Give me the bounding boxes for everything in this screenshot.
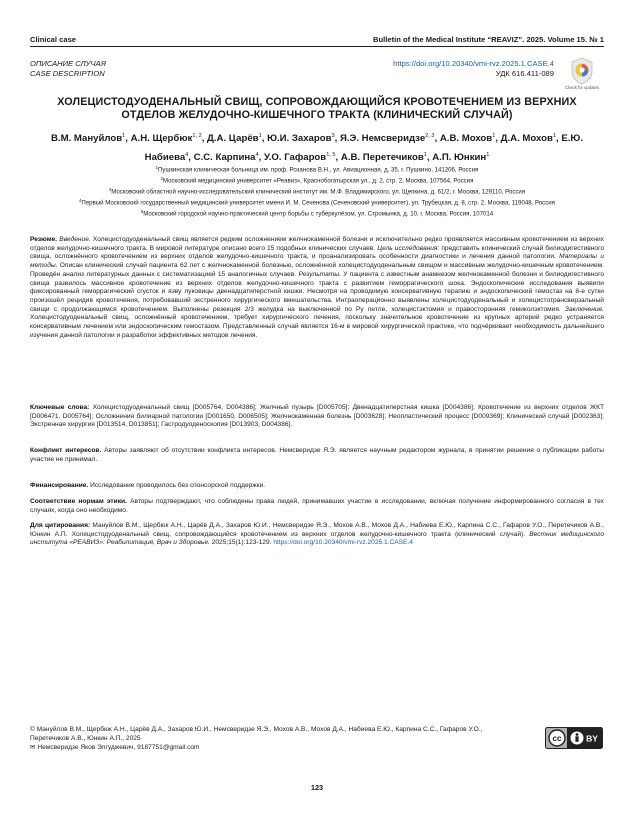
conclusion-label: Заключение. [564,305,604,313]
affiliation-text: Московский медицинский университет «Реавиз», Краснобогатырская ул., д. 2, стр. 2, Москва, 107564, Россия [162,177,474,185]
citation-text: Мануйлов В.М., Щербюк А.Н., Царёв Д.А., Захаров Ю.И., Немсверидзе Я.Э., Мохов А.В., Мохов Д.А., Набиева Е.Ю., Карпина С.С., Гафаров У.О., Перетечиков А.В., Юнкин А.П. Холецистодуоденальный свищ, сопровождающийся кровотечением из верхних отделов желудочно-кишечного тракта (клинический случай). [30,522,604,538]
author-name: А.П. Юнкин [432,152,487,163]
abstract-label: Резюме. [30,236,58,243]
keywords-text: Холецистодуоденальный свищ [D005764, D004386]; Желчный пузырь [D005705]; Двенадцатиперстная кишка [D004386]; Кровотечение из верхних отделов ЖКТ [D006471, D005764]; Осложнения билиарной патологии [D001650, D006505]; Желчнокаменная болезнь [D003628]; Неопластический процесс [D009369]; Клинический случай [D002363]; Экстренная хирургия [D013514, D013851]; Гастродуоденоскопия [D013903, D004386]. [30,404,604,429]
ethics-statement [30,498,604,515]
affiliation-mark: 2 [160,176,163,182]
author-separator: , [188,152,194,163]
article-identifiers [393,59,554,79]
cc-text: cc [552,734,562,743]
conclusion-text: Холецистодуоденальный свищ, осложнённый кровотечением, требует хирургического лечения, поскольку значительное кровотечение из крупных артерий редко устраняется консервативным лечением или эндоскопическим гемостазом. Представленный случай является 16-м в мировой хирургической практике, что подчёркивает необходимость дальнейшего изучения данной патологии и разработки эффективных методов лечения. [30,314,604,339]
intro-text: Холецистодуоденальный свищ является редким осложнением желчнокаменной болезни и исключительно редко проявляется массивным кровотечением из верхних отделов желудочно-кишечного тракта. В мировой литературе описано всего 15 подобных клинических случаев. [30,236,604,252]
running-header [30,30,604,44]
author-affiliation-mark: 1 [423,152,427,158]
author-affiliation-mark: 1 [122,133,126,139]
citation-year-pages: 2025;15(1):123-129. [211,539,272,547]
author-name: А.В. Перетечиков [340,152,424,163]
funding [30,482,604,491]
affiliation-text: Пушкинская клиническая больница им. проф. Розанова В.Н., ул. Авиационная, д. 35, г. Пушкино, 141206, Россия [158,166,479,174]
ethics-label: Соответствие нормам этики. [30,498,127,505]
article-type-en: CASE DESCRIPTION [30,69,105,78]
author-name: А.Н. Щербюк [130,133,193,144]
aim-label: Цель исследования: [377,244,440,252]
author-affiliation-mark: 3 [331,133,335,139]
contact-text: Немсверидзе Яков Элгуджевич, 9187751@gmail.com [37,744,200,751]
citation [30,522,604,548]
author-name: Я.Э. Немсверидзе [339,133,426,144]
methods-text: Описан клинический случай пациента 62 лет с желчнокаменной болезнью, осложнённой холецистодуоденальным свищом и массивным желудочно-кишечным кровотечением. Проведён анализ литературных данных с систематизацией 15 аналогичных случаев. [30,262,604,278]
citation-label: Для цитирования: [30,522,91,529]
author-affiliation-mark: 4 [255,152,259,158]
doi-link[interactable]: https://doi.org/10.20340/vmi-rvz.2025.1.CASE.4 [393,59,554,68]
affiliation-item [30,164,604,175]
mail-icon: ✉ [30,744,38,751]
author-separator: , [556,133,562,144]
author-name: С.С. Карпина [193,152,256,163]
author-name: У.О. Гафаров [263,152,327,163]
author-affiliation-mark: 4 [185,152,189,158]
header-divider [30,46,604,47]
ethics-text: Авторы подтверждают, что соблюдены права людей, принимавших участие в исследовании, включая получение информированного согласия в тех случаях, когда оно необходимо. [30,498,604,514]
contact-line [30,743,510,752]
author-affiliation-mark: 1, 5 [326,152,336,158]
author-name: В.М. Мануйлов [51,133,123,144]
conflict-label: Конфликт интересов. [30,447,102,454]
crossmark-icon [570,57,594,85]
citation-doi-link[interactable]: https://doi.org/10.20340/vmi-rvz.2025.1.CASE.4 [273,539,413,547]
author-name: Ю.И. Захаров [267,133,332,144]
affiliation-item [30,175,604,186]
affiliation-text: Московский областной научно-исследовательский клинический институт им. М.Ф. Владимирского, ул. Щепкина, д. 61/2, г. Москва, 129110, Россия [111,188,526,196]
conflict-of-interest [30,447,604,464]
author-affiliation-mark: 1 [486,152,490,158]
section-label: Clinical case [30,35,77,44]
affiliation-mark: 5 [140,209,144,215]
author-separator: , [125,133,131,144]
author-affiliation-mark: 1 [258,133,262,139]
cc-by-license-icon[interactable] [545,727,603,749]
author-separator: , [334,133,340,144]
results-label: Результаты. [298,270,341,278]
author-name: А.В. Мохов [439,133,493,144]
crossmark-badge[interactable] [562,57,602,95]
affiliation-text: Первый Московский государственный медицинский университет имени И. М. Сеченова (Сеченовский университет), ул. Трубецкая, д. 8, стр. 2, Москва, 119048, Россия [81,199,555,207]
author-separator: , [495,133,501,144]
affiliation-text: Московский городской научно-практический центр борьбы с туберкулёзом, ул. Стромынка, д. 10, г. Москва, Россия, 107014 [143,210,494,218]
author-separator: , [258,152,264,163]
article-title: ХОЛЕЦИСТОДУОДЕНАЛЬНЫЙ СВИЩ, СОПРОВОЖДАЮЩИЙСЯ КРОВОТЕЧЕНИЕМ ИЗ ВЕРХНИХ ОТДЕЛОВ ЖЕЛУДОЧНО-КИШЕЧНОГО ТРАКТА (КЛИНИЧЕСКИЙ СЛУЧАЙ) [57,96,577,121]
results-text: У пациента с известным анамнезом желчнокаменной болезни и билиодигестивного свища развилось массивное кровотечение из верхних отделов желудочно-кишечного тракта с развитием геморрагического шока. Эндоскопические исследования выявили фиксированный геморрагический сгусток и язву луковицы двенадцатиперстной кишки. Несмотря на проводимую консервативную терапию и эндоскопический гемостаз на 8-е сутки произошёл рецидив кровотечения, потребовавший экстренного хирургического вмешательства. Интраоперационно выявлены холецистодуоденальный и холецистотрансверзальный свищи с продолжающимся кровотечением. Выполнены резекция 2/3 желудка на выключенной по Ру петле, холецистэктомия и правосторонняя гемиколэктомия. [30,270,604,313]
by-text: BY [586,733,598,744]
footer [30,725,510,752]
author-affiliation-mark: 2, 3 [425,133,435,139]
author-separator: , [434,133,440,144]
affiliation-item [30,208,604,219]
copyright-notice: © Мануйлов В.М., Щербюк А.Н., Царёв Д.А., Захаров Ю.И., Немсверидзе Я.Э., Мохов А.В., Мохов Д.А., Набиева Е.Ю., Карпина С.С., Гафаров У.О., Перетечиков А.В., Юнкин А.П., 2025 [30,726,483,742]
affiliation-list [30,164,604,219]
author-affiliation-mark: 1 [552,133,557,139]
keywords-label: Ключевые слова: [30,404,90,411]
methods-label: Материалы и методы. [30,253,604,270]
author-affiliation-mark: 1, 2 [192,133,202,139]
crossmark-label: Check for updates [565,85,599,90]
author-separator: , [261,133,268,144]
author-name: Д.А. Царёв [207,133,259,144]
author-list [40,128,594,166]
article-type-ru: ОПИСАНИЕ СЛУЧАЯ [30,59,106,68]
affiliation-mark: 3 [108,187,112,193]
conflict-text: Авторы заявляют об отсутствии конфликта интересов. Немсверидзе Я.Э. является научным редактором журнала, в принятии решения о публикации работы участие не принимал. [30,447,604,463]
affiliation-mark: 4 [79,198,82,204]
author-separator: , [426,152,433,163]
aim-text: представить клинический случай билиодигестивного свища, осложнённого кровотечением из верхних отделов желудочно-кишечного тракта, и проанализировать особенности диагностики и лечения данной патологии. [30,244,604,261]
citation-journal: Вестник медицинского института «РЕАВИЗ»: Реабилитация, Врач и Здоровье. [30,530,604,547]
funding-text: Исследование проводилось без спонсорской поддержки. [90,482,266,489]
funding-label: Финансирование. [30,482,89,489]
udc-code: УДК 616.411-089 [495,69,554,78]
affiliation-mark: 1 [155,165,159,170]
author-name: Д.А. Мохов [500,133,553,144]
affiliation-item [30,186,604,197]
keywords [30,404,604,430]
page-number: 123 [310,783,324,792]
author-affiliation-mark: 1 [492,133,496,139]
abstract [30,236,604,340]
author-separator: , [335,152,341,163]
journal-label: Bulletin of the Medical Institute “REAVIZ”. 2025. Volume 15. № 1 [373,35,604,44]
affiliation-item [30,197,604,208]
author-separator: , [201,133,208,144]
author-name: Е.Ю. Набиева [144,133,583,163]
article-type [30,59,106,79]
intro-label: Введение. [59,236,91,243]
